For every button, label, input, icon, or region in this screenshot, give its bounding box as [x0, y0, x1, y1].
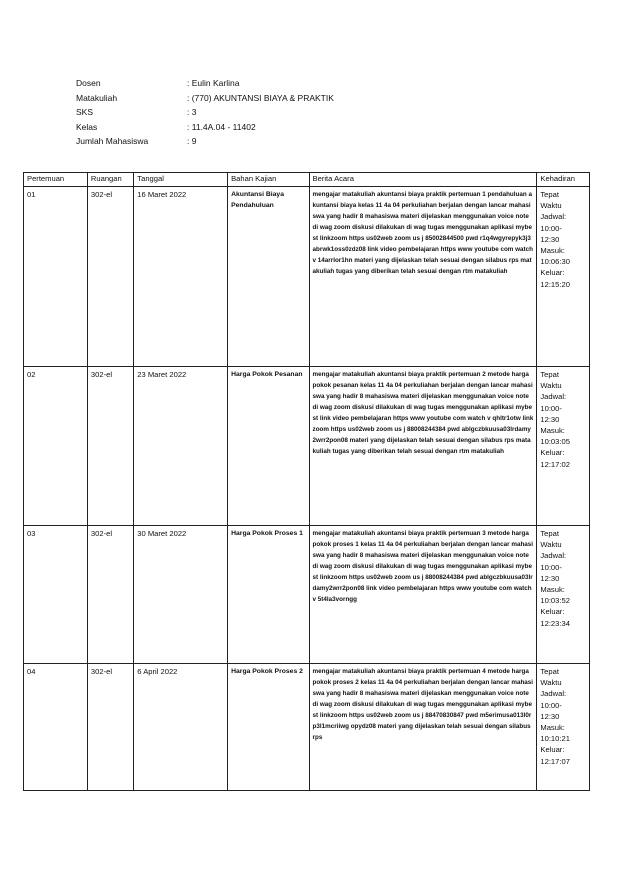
info-row-jumlah-mahasiswa — [76, 134, 334, 149]
kehadiran-line: Masuk: — [540, 723, 565, 733]
tanggal-cell: 30 Maret 2022 — [134, 526, 228, 664]
column-header-tanggal: Tanggal — [134, 173, 228, 187]
info-row-kelas — [76, 120, 334, 135]
tanggal-cell: 23 Maret 2022 — [134, 367, 228, 526]
kehadiran-line: Jadwal: — [540, 689, 567, 699]
kehadiran-cell — [537, 526, 590, 664]
info-row-dosen — [76, 76, 334, 91]
info-value: : 3 — [187, 107, 197, 117]
table-row — [24, 367, 590, 526]
info-label: Jumlah Mahasiswa — [76, 136, 149, 146]
kehadiran-line: Masuk: — [540, 426, 565, 436]
table-row — [24, 664, 590, 791]
pertemuan-cell: 04 — [24, 664, 88, 791]
kehadiran-line: Tepat — [540, 190, 559, 199]
ruangan-cell: 302-el — [87, 526, 133, 664]
table-header-row — [24, 173, 590, 187]
table-row — [24, 526, 590, 664]
berita-acara-cell: mengajar matakuliah akuntansi biaya praktik pertemuan 1 pendahuluan akuntansi biaya kelas 11 4a 04 perkuliahan berjalan dengan lancar mahasiswa yang hadir 8 mahasiswa materi dijelaskan menggunakan voice note di wag zoom diskusi dilakukan di wag tugas menggunakan aplikasi mybest linkzoom https us02web zoom us j 85002844500 pwd r1q4wgyrepyk3j3abrwk1oss0zdz08 link video pembelajaran https www youtube com watch v 14arrIor1hn materi yang dijelaskan telah sesuai dengan silabus rps matakuliah tugas yang diberikan telah sesuai dengan rtm matakuliah — [309, 187, 537, 367]
column-header-berita-acara: Berita Acara — [309, 173, 537, 187]
kehadiran-line: 12:17:02 — [540, 459, 570, 469]
info-label: Matakuliah — [76, 92, 118, 103]
kehadiran-line: Jadwal: — [540, 392, 567, 402]
column-header-kehadiran: Kehadiran — [537, 173, 590, 187]
course-info — [76, 76, 334, 149]
table-row — [24, 187, 590, 367]
kehadiran-line: 10:00- — [540, 403, 562, 413]
kehadiran-line: Tepat — [540, 529, 559, 538]
ruangan-cell: 302-el — [87, 664, 133, 791]
pertemuan-cell: 02 — [24, 367, 88, 526]
berita-acara-cell: mengajar matakuliah akuntansi biaya praktik pertemuan 3 metode harga pokok proses 1 kelas 11 4a 04 perkuliahan berjalan dengan lancar mahasiswa yang hadir 8 mahasiswa materi dijelaskan menggunakan voice note di wag zoom diskusi dilakukan di wag tugas menggunakan aplikasi mybest linkzoom https us02web zoom us j 88008244384 pwd ablgczbkuusa03lrdamy2wrr2pon08 link video pembelajaran https www youtube com watch v 5t4la3vorngg — [309, 526, 537, 664]
kehadiran-line: 12:23:34 — [540, 618, 570, 628]
kehadiran-line: 12:30 — [540, 573, 560, 583]
kehadiran-line: Waktu — [540, 201, 562, 211]
kehadiran-line: Waktu — [540, 540, 562, 550]
info-row-matakuliah — [76, 91, 334, 106]
tanggal-cell: 16 Maret 2022 — [134, 187, 228, 367]
column-header-pertemuan: Pertemuan — [24, 173, 88, 187]
kehadiran-cell — [537, 187, 590, 367]
info-value: : Eulin Karlina — [187, 78, 240, 88]
kehadiran-line: 10:00- — [540, 223, 562, 233]
kehadiran-line: Tepat — [540, 370, 559, 379]
ruangan-cell: 302-el — [87, 367, 133, 526]
bahan-kajian-cell: Harga Pokok Proses 1 — [228, 526, 309, 664]
kehadiran-cell — [537, 664, 590, 791]
kehadiran-line: 10:10:21 — [540, 734, 570, 744]
column-header-bahan-kajian: Bahan Kajian — [228, 173, 309, 187]
kehadiran-line: Tepat — [540, 667, 559, 676]
info-label: SKS — [76, 107, 94, 117]
tanggal-cell: 6 April 2022 — [134, 664, 228, 791]
kehadiran-line: Jadwal: — [540, 551, 567, 561]
kehadiran-cell — [537, 367, 590, 526]
kehadiran-line: Keluar: — [540, 448, 565, 458]
kehadiran-line: 12:17:07 — [540, 756, 570, 766]
berita-acara-cell: mengajar matakuliah akuntansi biaya praktik pertemuan 2 metode harga pokok pesanan kelas 11 4a 04 perkuliahan berjalan dengan lancar mahasiswa yang hadir 8 mahasiswa materi dijelaskan menggunakan voice note di wag zoom diskusi dilakukan di wag tugas menggunakan aplikasi mybest link video pembelajaran https www youtube com watch v qhltr1otw linkzoom https us02web zoom us j 88008244384 pwd ablgczbkuusa03lrdamy2wrr2pon08 materi yang dijelaskan telah sesuai dengan silabus rps matakuliah tugas yang diberikan telah sesuai dengan rtm matakuliah — [309, 367, 537, 526]
info-value: : 9 — [187, 136, 197, 146]
kehadiran-line: 10:03:52 — [540, 596, 570, 606]
bahan-kajian-cell: Harga Pokok Proses 2 — [228, 664, 309, 791]
kehadiran-line: Keluar: — [540, 745, 565, 755]
attendance-table — [23, 172, 590, 791]
pertemuan-cell: 01 — [24, 187, 88, 367]
info-row-sks — [76, 105, 334, 120]
kehadiran-line: 10:00- — [540, 700, 562, 710]
info-label: Kelas — [76, 121, 98, 132]
column-header-ruangan: Ruangan — [87, 173, 133, 187]
info-value: : (770) AKUNTANSI BIAYA & PRAKTIK — [187, 92, 334, 103]
berita-acara-cell: mengajar matakuliah akuntansi biaya praktik pertemuan 4 metode harga pokok proses 2 kelas 11 4a 04 perkuliahan berjalan dengan lancar mahasiswa yang hadir 8 mahasiswa materi dijelaskan menggunakan voice note di wag zoom diskusi dilakukan di wag tugas menggunakan aplikasi mybest linkzoom https us02web zoom us j 88470830847 pwd m5erimusa013l0rp3l1mcriiwg opydz08 materi yang dijelaskan telah sesuai dengan silabus rps — [309, 664, 537, 791]
kehadiran-line: 12:15:20 — [540, 279, 570, 289]
bahan-kajian-cell: Akuntansi Biaya Pendahuluan — [228, 187, 309, 367]
info-value: : 11.4A.04 - 11402 — [187, 121, 256, 132]
kehadiran-line: Masuk: — [540, 246, 565, 256]
bahan-kajian-cell: Harga Pokok Pesanan — [228, 367, 309, 526]
info-label: Dosen — [76, 78, 101, 88]
kehadiran-line: Waktu — [540, 678, 562, 688]
kehadiran-line: Masuk: — [540, 585, 565, 595]
pertemuan-cell: 03 — [24, 526, 88, 664]
kehadiran-line: 12:30 — [540, 711, 560, 721]
kehadiran-line: 10:00- — [540, 562, 562, 572]
kehadiran-line: 12:30 — [540, 234, 560, 244]
kehadiran-line: Keluar: — [540, 607, 565, 617]
kehadiran-line: Jadwal: — [540, 212, 567, 222]
kehadiran-line: 10:06:30 — [540, 257, 570, 267]
ruangan-cell: 302-el — [87, 187, 133, 367]
kehadiran-line: 10:03:05 — [540, 437, 570, 447]
kehadiran-line: Keluar: — [540, 268, 565, 278]
kehadiran-line: Waktu — [540, 381, 562, 391]
kehadiran-line: 12:30 — [540, 414, 560, 424]
